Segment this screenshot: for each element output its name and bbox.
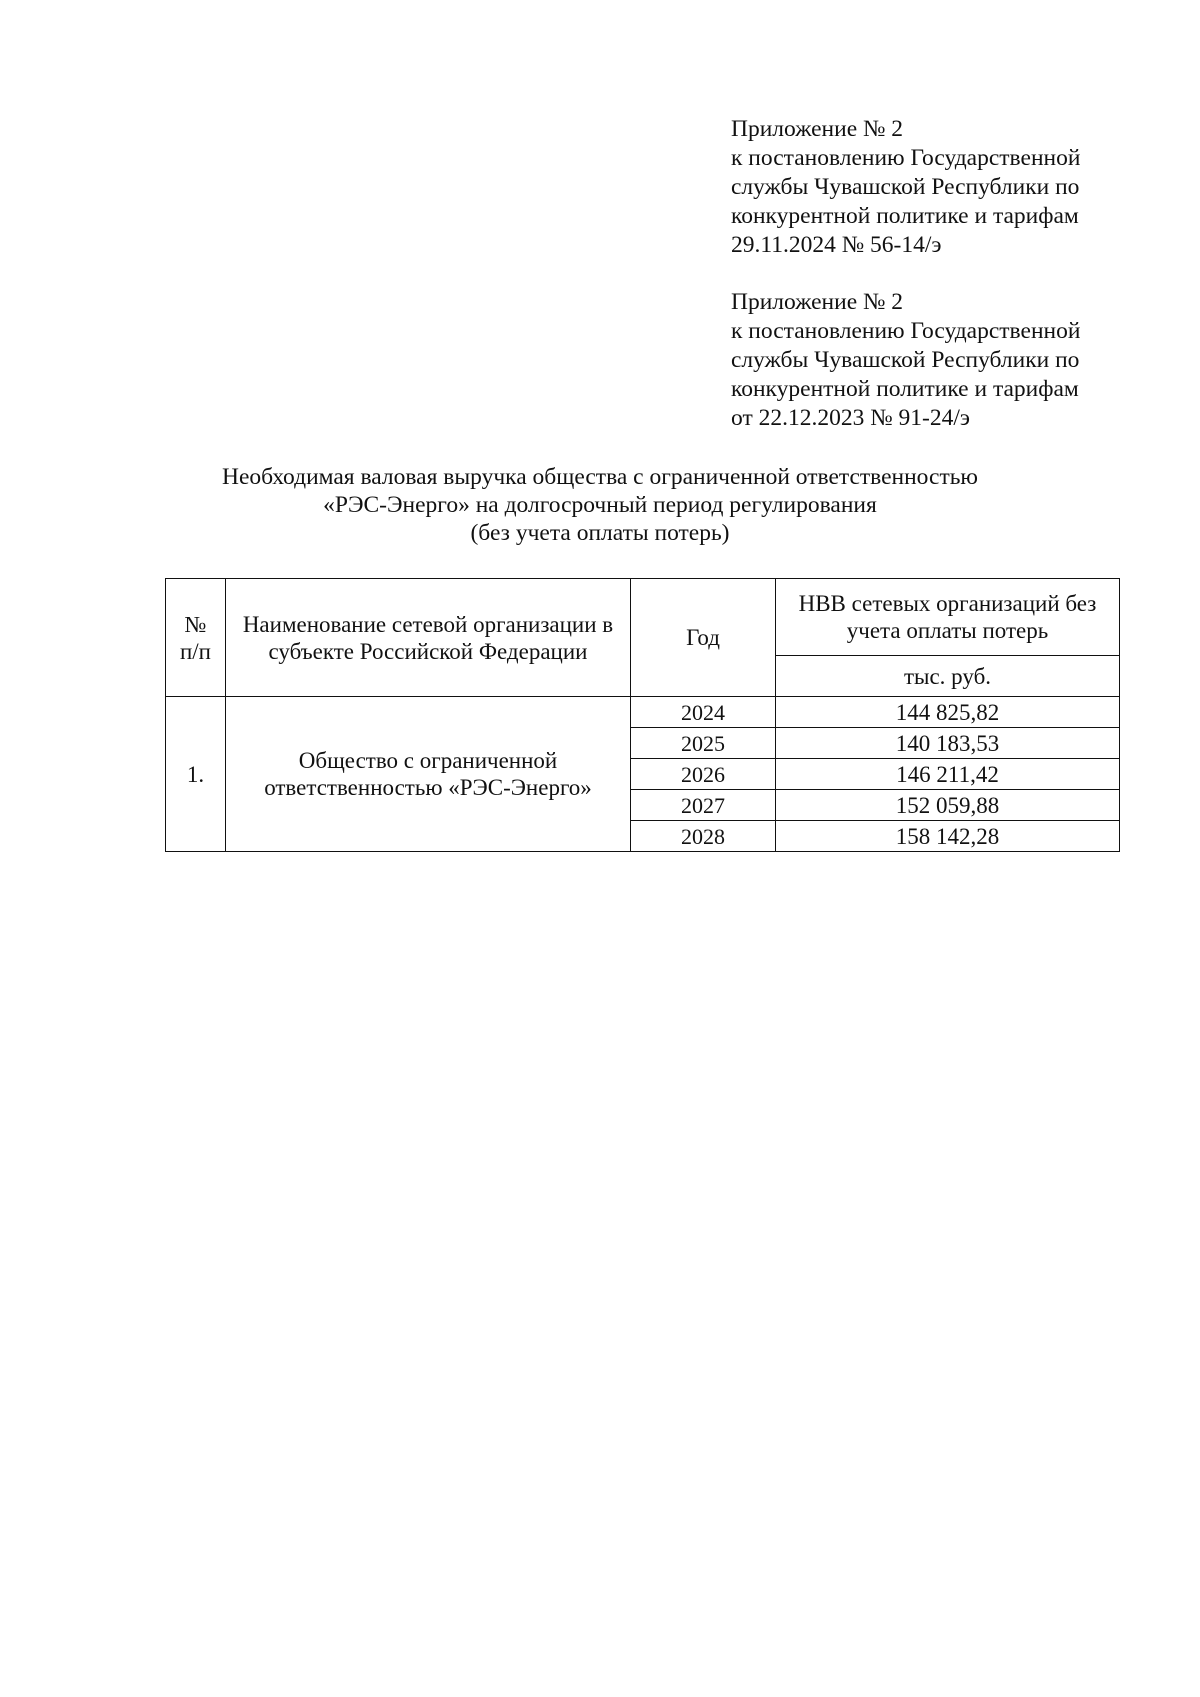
appendix-decree-date: от 22.12.2023 № 91-24/э: [731, 405, 970, 431]
appendix-reference-line: конкурентной политике и тарифам: [731, 203, 1079, 229]
year-cell: 2026: [631, 759, 776, 790]
appendix-header-original: [731, 288, 1171, 433]
appendix-number: Приложение № 2: [731, 289, 904, 315]
nvv-value-cell: 140 183,53: [776, 728, 1120, 759]
header-organization-name: Наименование сетевой организации в субъекте Российской Федерации: [226, 579, 631, 697]
header-number: № п/п: [166, 579, 226, 697]
header-year: Год: [631, 579, 776, 697]
nvv-value-cell: 152 059,88: [776, 790, 1120, 821]
title-line: Необходимая валовая выручка общества с ограниченной ответственностью: [221, 464, 978, 490]
appendix-header-current: [731, 115, 1171, 260]
appendix-reference-line: к постановлению Государственной: [731, 318, 1081, 344]
year-cell: 2024: [631, 697, 776, 728]
appendix-decree-date: 29.11.2024 № 56-14/э: [731, 232, 942, 258]
appendix-reference-line: службы Чувашской Республики по: [731, 347, 1080, 373]
nvv-value-cell: 158 142,28: [776, 821, 1120, 852]
organization-name: Общество с ограниченной ответственностью «РЭС-Энерго»: [226, 697, 631, 852]
nvv-value-cell: 146 211,42: [776, 759, 1120, 790]
year-cell: 2027: [631, 790, 776, 821]
header-unit: тыс. руб.: [776, 656, 1120, 697]
title-line: (без учета оплаты потерь): [470, 520, 730, 546]
appendix-reference-line: к постановлению Государственной: [731, 145, 1081, 171]
appendix-number: Приложение № 2: [731, 116, 904, 142]
year-cell: 2025: [631, 728, 776, 759]
appendix-reference-line: конкурентной политике и тарифам: [731, 376, 1079, 402]
year-cell: 2028: [631, 821, 776, 852]
document-title: [150, 463, 1050, 547]
row-number: 1.: [166, 697, 226, 852]
header-nvv: НВВ сетевых организаций без учета оплаты потерь: [776, 579, 1120, 656]
appendix-reference-line: службы Чувашской Республики по: [731, 174, 1080, 200]
nvv-value-cell: 144 825,82: [776, 697, 1120, 728]
table-row: [166, 697, 1120, 728]
nvv-table: [165, 578, 1120, 852]
title-line: «РЭС-Энерго» на долгосрочный период регулирования: [323, 492, 877, 518]
